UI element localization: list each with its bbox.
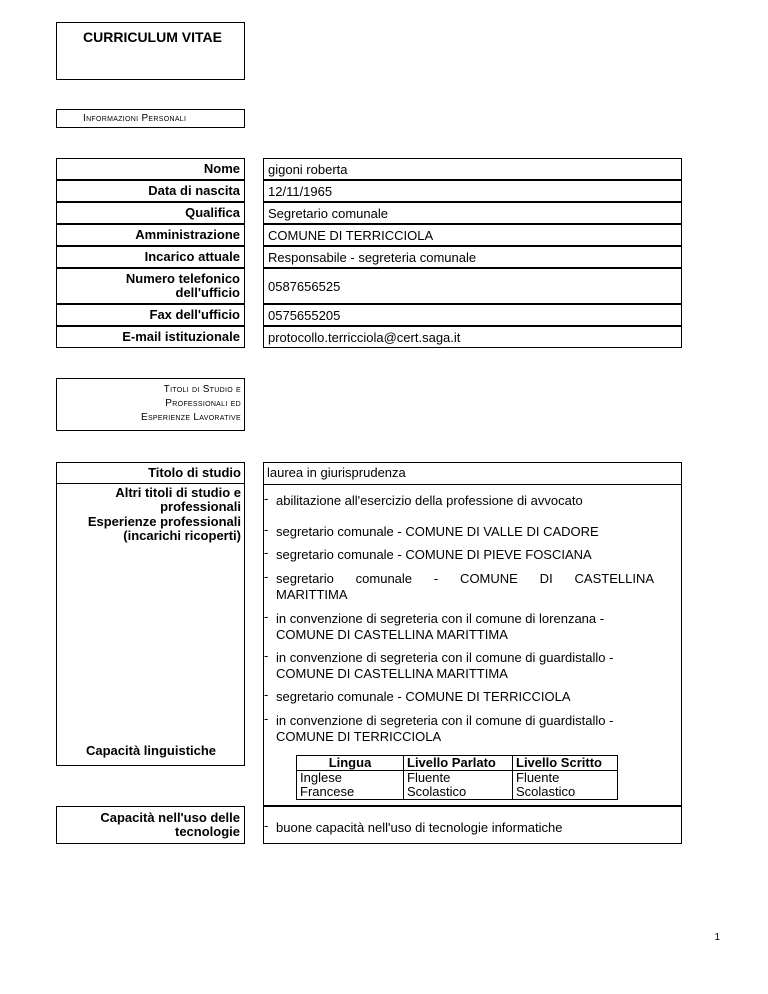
label-fax: Fax dell'ufficio [56,304,245,326]
label-incarico: Incarico attuale [56,246,245,268]
section-personal-header [56,109,245,128]
value-email: protocollo.terricciola@cert.saga.it [263,326,682,348]
lang-header-scritto: Livello Scritto [513,756,618,771]
value-telefono: 0587656525 [263,268,682,304]
label-amministrazione: Amministrazione [56,224,245,246]
label-email: E-mail istituzionale [56,326,245,348]
section-titles-header: Titoli di Studio e Professionali ed Esperienze Lavorative [56,378,245,431]
esperienza-item-6: - in convenzione di segreteria con il comune di guardistallo - COMUNE DI TERRICCIOLA [264,711,614,744]
value-qualifica: Segretario comunale [263,202,682,224]
label-nome: Nome [56,158,245,180]
label-telefono: Numero telefonico dell'ufficio [56,268,245,304]
section-personal-title: Informazioni Personali [83,113,187,124]
esperienza-item-1: - segretario comunale - COMUNE DI PIEVE FOSCIANA [264,545,592,562]
label-tecnologie: Capacità nell'uso delle tecnologie [56,806,245,844]
value-fax: 0575655205 [263,304,682,326]
esperienza-item-2: - segretario comunale - COMUNE DI CASTELLINA MARITTIMA [264,569,654,602]
value-amministrazione: COMUNE DI TERRICCIOLA [263,224,682,246]
cv-title-box [56,22,245,80]
value-incarico: Responsabile - segreteria comunale [263,246,682,268]
value-titolo-studio: laurea in giurisprudenza [267,465,406,480]
altri-titoli-item-0: - abilitazione all'esercizio della professione di avvocato [264,491,583,508]
value-nome: gigoni roberta [263,158,682,180]
languages-table-wrap [296,755,618,800]
page-number: 1 [714,932,720,943]
label-qualifica: Qualifica [56,202,245,224]
tech-item-0: - buone capacità nell'uso di tecnologie informatiche [264,818,563,835]
label-esperienze: Esperienze professionali (incarichi ricoperti) [87,514,241,543]
esperienza-item-3: - in convenzione di segreteria con il comune di lorenzana - COMUNE DI CASTELLINA MARITTIMA [264,609,605,642]
table-row: Inglese Fluente Fluente [297,771,618,786]
languages-table [296,755,618,800]
label-data-nascita: Data di nascita [56,180,245,202]
esperienza-item-0: - segretario comunale - COMUNE DI VALLE DI CADORE [264,522,599,539]
label-altri-titoli: Altri titoli di studio e professionali [115,485,241,514]
label-capacita-linguistiche: Capacità linguistiche [86,743,217,758]
esperienza-item-5: - segretario comunale - COMUNE DI TERRICCIOLA [264,687,571,704]
cv-title: CURRICULUM VITAE [83,29,222,45]
education-value-separator [263,484,682,485]
table-row: Francese Scolastico Scolastico [297,785,618,800]
esperienza-item-4: - in convenzione di segreteria con il comune di guardistallo - COMUNE DI CASTELLINA MARITTIMA [264,648,614,681]
lang-header-parlato: Livello Parlato [404,756,513,771]
value-data-nascita: 12/11/1965 [263,180,682,202]
lang-header-lingua: Lingua [297,756,404,771]
label-titolo-studio: Titolo di studio [148,465,241,480]
